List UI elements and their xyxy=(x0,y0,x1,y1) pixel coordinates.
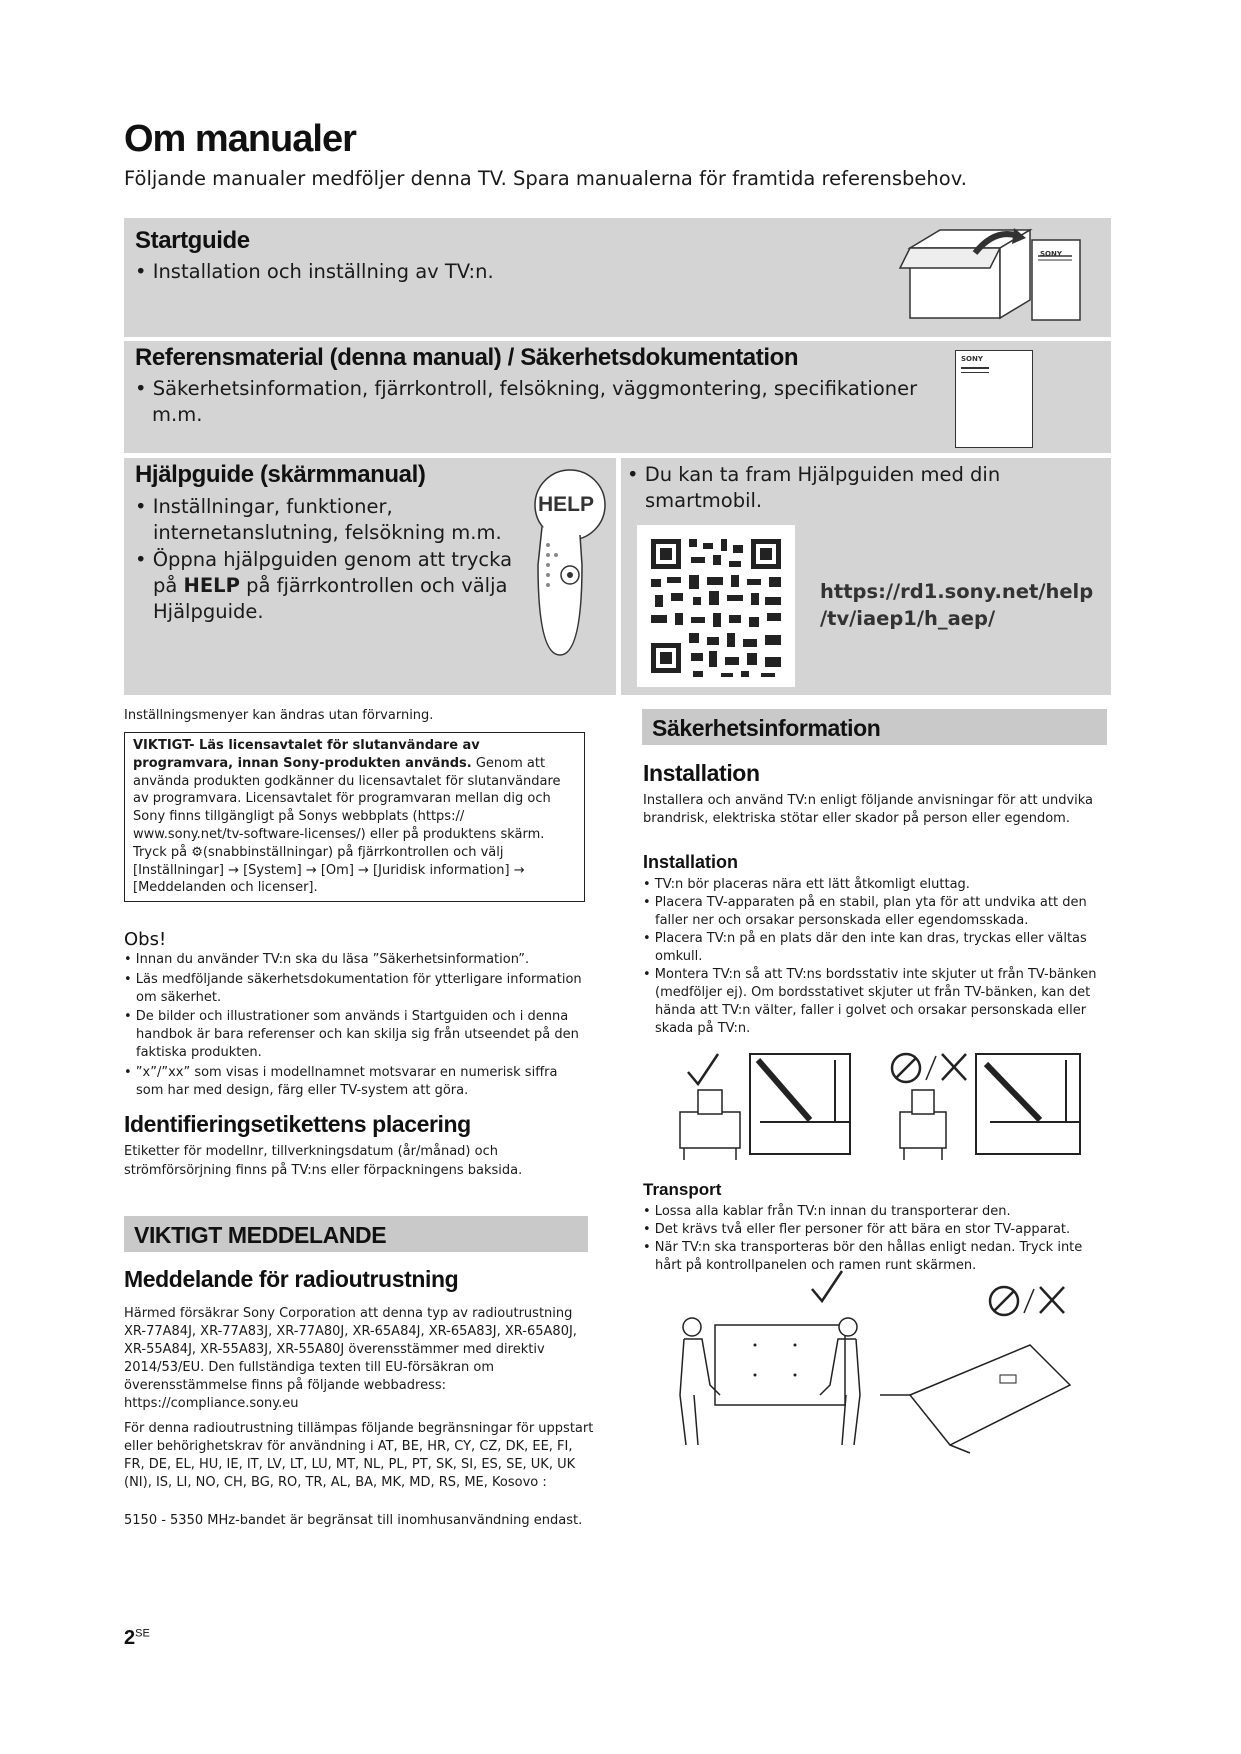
settings-note: Inställningsmenyer kan ändras utan förvarning. xyxy=(124,708,434,723)
list-item: • Lossa alla kablar från TV:n innan du transporterar den. xyxy=(643,1204,1011,1219)
reference-item-line2: m.m. xyxy=(152,403,203,426)
radio-p2: För denna radioutrustning tillämpas följande begränsningar för uppstart eller behörighetskrav för användning i AT, BE, HR, CY, CZ, DK, EE, FI, FR, DE, EL, HU, IE, IT, LV, LT, LU, MT, NL, PL, PT, SK, SI, ES, SE, UK, UK (NI), IS, LI, NO, CH, BG, RO, TR, AL, BA, MK, MD, RS, ME, Kosovo : xyxy=(124,1421,594,1490)
reference-item-line1: • Säkerhetsinformation, fjärrkontroll, felsökning, väggmontering, specifikationer xyxy=(135,377,918,400)
list-item: • De bilder och illustrationer som används i Startguiden och i denna handbok är bara referenser och kan skilja sig från utseendet på den faktiska produkten. xyxy=(124,1009,579,1060)
install-wrong-illustration xyxy=(890,1050,1090,1160)
qr-code-icon xyxy=(637,525,795,687)
helpguide-url[interactable]: https://rd1.sony.net/help /tv/iaep1/h_aep/ xyxy=(820,580,1094,630)
list-item: • TV:n bör placeras nära ett lätt åtkomligt eluttag. xyxy=(643,877,970,892)
transport-correct-illustration xyxy=(670,1285,870,1455)
page-subtitle: Följande manualer medföljer denna TV. Spara manualerna för framtida referensbehov. xyxy=(124,167,967,190)
list-item: • Läs medföljande säkerhetsdokumentation för ytterligare information om säkerhet. xyxy=(124,971,582,1005)
help-label: HELP xyxy=(538,493,595,516)
transport-wrong-illustration xyxy=(880,1285,1080,1455)
list-item: • Montera TV:n så att TV:ns bordsstativ inte skjuter ut från TV-bänken (medföljer ej). Om bordsstativet skjuter ut från TV-bänken, kan det hända att TV:n välter, faller i golvet och orsakar personskada eller skada på TV:n. xyxy=(643,967,1097,1036)
radio-heading: Meddelande för radioutrustning xyxy=(124,1266,459,1292)
list-item: • Placera TV:n på en plats där den inte kan dras, tryckas eller vältas omkull. xyxy=(643,931,1087,964)
notice-bar xyxy=(124,1216,588,1252)
reference-heading: Referensmaterial (denna manual) / Säkerhetsdokumentation xyxy=(135,344,799,371)
reference-brand: SONY xyxy=(961,355,983,363)
quick-settings-icon: ⚙ xyxy=(191,844,203,860)
startguide-item: • Installation och inställning av TV:n. xyxy=(135,260,494,283)
helpguide-heading: Hjälpguide (skärmmanual) xyxy=(135,461,426,488)
install-list xyxy=(643,876,1105,1038)
notice-bar-title: VIKTIGT MEDDELANDE xyxy=(134,1222,387,1248)
safety-bar-title: Säkerhetsinformation xyxy=(652,715,881,741)
list-item: • När TV:n ska transporteras bör den hållas enligt nedan. Tryck inte hårt på kontrollpanelen och ramen runt skärmen. xyxy=(643,1240,1083,1273)
page-title: Om manualer xyxy=(124,118,356,160)
reference-booklet-icon xyxy=(955,350,1033,448)
helpguide-item1: • Inställningar, funktioner, internetanslutning, felsökning m.m. xyxy=(135,495,502,544)
install-text: Installera och använd TV:n enligt följande anvisningar för att undvika brandrisk, elektriska stötar eller skador på person eller egendom. xyxy=(643,793,1094,826)
safety-bar xyxy=(642,709,1107,745)
box-illustration-icon xyxy=(900,228,1080,338)
obs-heading: Obs! xyxy=(124,929,167,950)
helpguide-item2: • Öppna hjälpguiden genom att trycka på HELP på fjärrkontrollen och välja Hjälpguide. xyxy=(135,548,513,623)
list-item: • Placera TV-apparaten på en stabil, plan yta för att undvika att den faller ner och orsakar personskada eller egendomsskada. xyxy=(643,895,1087,928)
startguide-heading: Startguide xyxy=(135,227,250,254)
list-item: • ”x”/”xx” som visas i modellnamnet motsvarar en numerisk siffra som har med design, färg eller TV-system att göra. xyxy=(124,1064,558,1098)
install-subheading: Installation xyxy=(643,852,739,872)
install-heading: Installation xyxy=(643,760,760,786)
transport-list xyxy=(643,1203,1105,1275)
license-box: VIKTIGT- Läs licensavtalet för slutanvändare av programvara, innan Sony-produkten används. Genom att använda produkten godkänner du licensavtalet för slutanvändare av programvara. Licensavtalet för programvaran mellan dig och Sony finns tillgängligt på Sonys webbplats (https:// www.sony.net/tv-software-licenses/) eller på produktens skärm. Tryck på ⚙(snabbinställningar) på fjärrkontrollen och välj [Inställningar] → [System] → [Om] → [Juridisk information] → [Meddelanden och licenser]. xyxy=(124,732,585,902)
helpguide-mobile-text: • Du kan ta fram Hjälpguiden med din smartmobil. xyxy=(627,463,1001,512)
label-text: Etiketter för modellnr, tillverkningsdatum (år/månad) och strömförsörjning finns på TV:ns eller förpackningens baksida. xyxy=(124,1144,523,1178)
label-heading: Identifieringsetikettens placering xyxy=(124,1111,471,1137)
radio-p1: Härmed försäkrar Sony Corporation att denna typ av radioutrustning XR-77A84J, XR-77A83J, XR-77A80J, XR-65A84J, XR-65A83J, XR-65A80J, XR-55A84J, XR-55A83J, XR-55A80J överensstämmer med direktiv 2014/53/EU. Den fullständiga texten till EU-försäkran om överensstämmelse finns på följande webbadress: https://compliance.sony.eu xyxy=(124,1306,577,1411)
page-number: $2^{SE}$ xyxy=(124,1627,150,1649)
transport-heading: Transport xyxy=(643,1180,722,1199)
radio-p3: 5150 - 5350 MHz-bandet är begränsat till inomhusanvändning endast. xyxy=(124,1513,583,1528)
list-item: • Innan du använder TV:n ska du läsa ”Säkerhetsinformation”. xyxy=(124,952,530,967)
list-item: • Det krävs två eller fler personer för att bära en stor TV-apparat. xyxy=(643,1222,1071,1237)
install-correct-illustration xyxy=(670,1050,860,1160)
obs-list xyxy=(124,951,586,1099)
startguide-brand: SONY xyxy=(1040,250,1062,258)
